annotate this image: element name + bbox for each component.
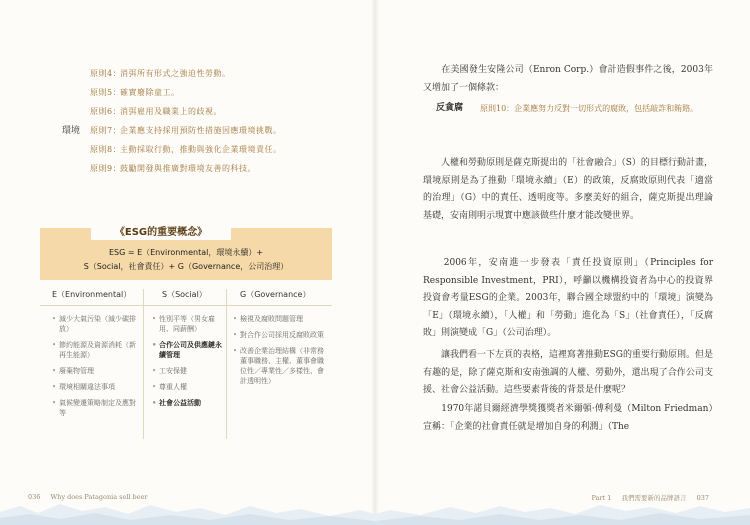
column-divider	[226, 289, 227, 439]
paragraph-intro: 在美國發生安隆公司（Enron Corp.）會計造假事件之後，2003年又增加了一個條款：	[423, 65, 713, 93]
column-divider	[143, 289, 144, 439]
paragraph: 人權和勞動原則是薩克斯提出的「社會融合」（S）的目標行動計畫，環境原則是為了推動「環境永續」（E）的政策，反腐敗原則代表「適當的治理」（G）中的責任、透明度等。多麼美好的組合，薩克斯提出理論基礎，安南則明示現實中應該做些什麼才能改變世界。	[423, 158, 713, 221]
principle-row	[90, 87, 370, 106]
column-g	[233, 314, 325, 392]
list-item-highlight: • 社會公益活動	[152, 398, 222, 408]
principle-text: 消弭所有形式之強迫性勞動。	[120, 69, 231, 78]
principle-id: 原則7：	[90, 126, 122, 135]
principle-id: 原則9：	[90, 164, 122, 173]
list-item: • 減少大氣污染（減少碳排放）	[52, 314, 138, 334]
column-e	[52, 314, 138, 424]
esg-formula-line2: S（Social，社會責任）+ G（Governance，公司治理）	[83, 262, 289, 271]
principle-id: 原則5：	[90, 88, 122, 97]
principle-text: 確實廢除童工。	[120, 88, 180, 97]
principles-list	[62, 68, 370, 182]
page-number: 036	[28, 493, 41, 501]
paragraph: 1970年諾貝爾經濟學獎獲獎者米爾頓·傅利曼（Milton Friedman）宣稱：「企業的社會責任就是增加自身的利潤」（The	[423, 404, 713, 432]
column-header-s: S（Social）	[162, 290, 207, 299]
principle-text: 主動採取行動，推動與強化企業環境責任。	[120, 145, 282, 154]
paragraph: 2006年，安南進一步發表「責任投資原則」（Principles for Responsible Investment，PRI），呼籲以機構投資者為中心的投資界投資會考量ESG的企業。2003年，聯合國全球盟約中的「環境」演變為「E」（環境永續），「人權」和「勞動」進化為「S」（社會責任），「反腐敗」則演變成「G」（公司治理）。	[423, 258, 713, 339]
principle-text: 消弭雇用及職業上的歧視。	[120, 107, 222, 116]
column-s	[152, 314, 222, 414]
list-item: • 對合作公司採用反腐敗政策	[233, 330, 325, 340]
part-label: Part 1	[591, 494, 612, 502]
right-page	[375, 0, 750, 525]
principle-id: 原則4：	[90, 69, 122, 78]
list-item: • 氣候變遷策略制定及應對等	[52, 398, 138, 418]
list-item: • 廢棄物管理	[52, 366, 138, 376]
column-header-g: G（Governance）	[240, 290, 311, 299]
page-number: 037	[696, 494, 709, 502]
running-title: Why does Patagonia sell beer	[50, 493, 148, 501]
esg-formula-line1: ESG = E（Environmental，環境永續）+	[108, 248, 264, 257]
principle-text: 企業應支持採用預防性措施因應環境挑戰。	[120, 126, 282, 135]
note-text: 原則10：企業應努力反對一切形式的腐敗，包括敲詐和賄賂。	[480, 104, 699, 113]
principle-row	[90, 163, 370, 182]
list-item: • 改善企業治理結構（非常務董事職務、主權、董事會職位性／專業性／多樣性、會計透明性）	[233, 346, 325, 386]
chapter-title: 我們需要新的品牌語言	[621, 494, 687, 502]
list-item: • 環境相關違法事項	[52, 382, 138, 392]
column-header-e: E（Environmental）	[52, 290, 132, 299]
list-item: • 工安保健	[152, 366, 222, 376]
principle-id: 原則6：	[90, 107, 122, 116]
note-category: 反貪腐	[436, 103, 464, 113]
principle-text: 鼓勵開發與推廣對環境友善的科技。	[120, 164, 256, 173]
principle-category: 環境	[62, 126, 81, 136]
principle-row	[90, 68, 370, 87]
column-header-rule	[40, 305, 332, 306]
principle-row	[90, 106, 370, 125]
principle-row	[90, 144, 370, 163]
principle-row	[62, 125, 370, 144]
list-item-highlight: • 合作公司及供應鏈永續管理	[152, 340, 222, 360]
mountain-decoration	[0, 498, 750, 525]
list-item: • 尊重人權	[152, 382, 222, 392]
esg-box-title: 《ESG的重要概念》	[91, 226, 231, 240]
list-item: • 檢視及腐敗問題管理	[233, 314, 325, 324]
list-item: • 性別平等（男女雇用、同薪酬）	[152, 314, 222, 334]
list-item: • 節約能源及資源消耗（新再生能源）	[52, 340, 138, 360]
paragraph: 讓我們看一下左頁的表格，這裡寫著推動ESG的重要行動原則。但是有趣的是，除了薩克斯和安南強調的人權、勞動外，還出現了合作公司支援、社會公益活動。這些要素背後的背景是什麼呢？	[423, 350, 713, 396]
principle-id: 原則8：	[90, 145, 122, 154]
